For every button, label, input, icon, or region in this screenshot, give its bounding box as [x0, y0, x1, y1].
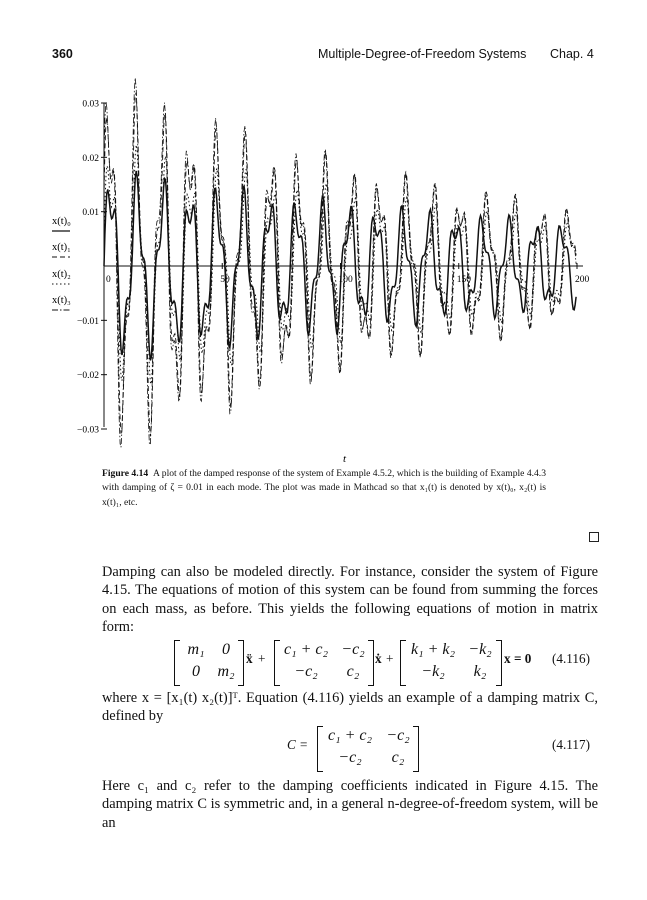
equation-lhs: C =	[287, 737, 308, 752]
x-tick-label: 100	[338, 275, 353, 285]
bracket-right	[413, 726, 419, 772]
chapter-label: Chap. 4	[550, 47, 594, 61]
damping-matrix	[279, 641, 373, 681]
x-tick-label: 50	[220, 275, 230, 285]
stiffness-matrix-cell: −k₂	[468, 641, 492, 658]
x-tick-label: 0	[106, 275, 111, 285]
figure-caption	[102, 467, 546, 510]
legend-label: x(t)₀	[52, 216, 71, 227]
plus-sign: +	[386, 651, 394, 666]
y-tick-label: 0.01	[82, 208, 99, 219]
mass-matrix-cell: m₁	[187, 641, 205, 658]
page-number: 360	[52, 47, 73, 61]
x-vector: x	[504, 651, 511, 666]
legend-label: x(t)₂	[52, 269, 71, 280]
legend-label: x(t)₃	[52, 295, 71, 306]
legend-label: x(t)₁	[52, 242, 71, 253]
equation-number: (4.117)	[552, 737, 590, 752]
x-double-dot: ẍ	[246, 651, 253, 666]
series-line	[104, 78, 576, 447]
stiffness-matrix-cell: k₁ + k₂	[410, 641, 456, 658]
caption-text: A plot of the damped response of the system of Example 4.5.2, which is the building of Example 4.4.3 with damping of ζ = 0.01 in each mode. The plot was made in Mathcad so that x₁(t) is denoted by x(t)₀, x₂(t) is x(t)₁, etc.	[102, 468, 547, 508]
plus-sign: +	[258, 651, 266, 666]
paragraph-damping: Damping can also be modeled directly. For instance, consider the system of Figure 4.15. The equations of motion of this system can be found from summing the forces on each mass, as before. This yields the following equations of motion in matrix form:	[102, 564, 598, 636]
y-tick-label: 0.03	[82, 99, 99, 110]
paragraph-here: Here c₁ and c₂ refer to the damping coefficients indicated in Figure 4.15. The damping matrix C is symmetric and, in a general n-degree-of-freedom system, will be an	[102, 778, 598, 831]
y-tick-label: −0.03	[77, 425, 99, 436]
end-of-example-box	[589, 532, 599, 542]
chart-ticks	[77, 100, 589, 436]
x-tick-label: 150	[456, 275, 471, 285]
mass-matrix	[180, 641, 240, 681]
stiffness-matrix-cell: k₂	[473, 663, 487, 680]
damping-matrix-cell: −c₂	[386, 727, 410, 744]
x-dot: ẋ	[375, 651, 382, 666]
damping-matrix-cell: −c₂	[338, 749, 362, 766]
x-tick-label: 200	[575, 275, 590, 285]
chart-series	[104, 78, 576, 447]
running-title: Multiple-Degree-of-Freedom Systems	[318, 47, 527, 61]
mass-matrix-cell: m₂	[217, 663, 235, 680]
bracket-right	[238, 640, 244, 686]
mass-matrix-cell: 0	[192, 663, 200, 680]
chart-axes	[104, 103, 583, 427]
damping-matrix-cell: c₂	[346, 663, 360, 680]
damping-matrix-c	[322, 727, 418, 767]
bracket-right	[496, 640, 502, 686]
damping-matrix-cell: c₁ + c₂	[327, 727, 373, 744]
equals-zero: = 0	[514, 651, 532, 666]
damping-matrix-cell: −c₂	[341, 641, 365, 658]
paragraph-where: where x = [x₁(t) x₂(t)]ᵀ. Equation (4.116) yields an example of a damping matrix C, defined by	[102, 690, 598, 725]
y-tick-label: 0.02	[82, 153, 99, 164]
damping-matrix-cell: c₁ + c₂	[283, 641, 329, 658]
damping-matrix-cell: c₂	[391, 749, 405, 766]
y-tick-label: −0.01	[77, 316, 99, 327]
caption-label: Figure 4.14	[102, 468, 149, 479]
chart-legend	[52, 216, 71, 310]
equation-number: (4.116)	[552, 651, 590, 666]
bracket-right	[368, 640, 374, 686]
stiffness-matrix-cell: −k₂	[421, 663, 445, 680]
x-axis-label: t	[343, 453, 347, 465]
damping-matrix-cell: −c₂	[294, 663, 318, 680]
mass-matrix-cell: 0	[222, 641, 230, 658]
stiffness-matrix	[405, 641, 499, 681]
y-tick-label: −0.02	[77, 371, 99, 382]
